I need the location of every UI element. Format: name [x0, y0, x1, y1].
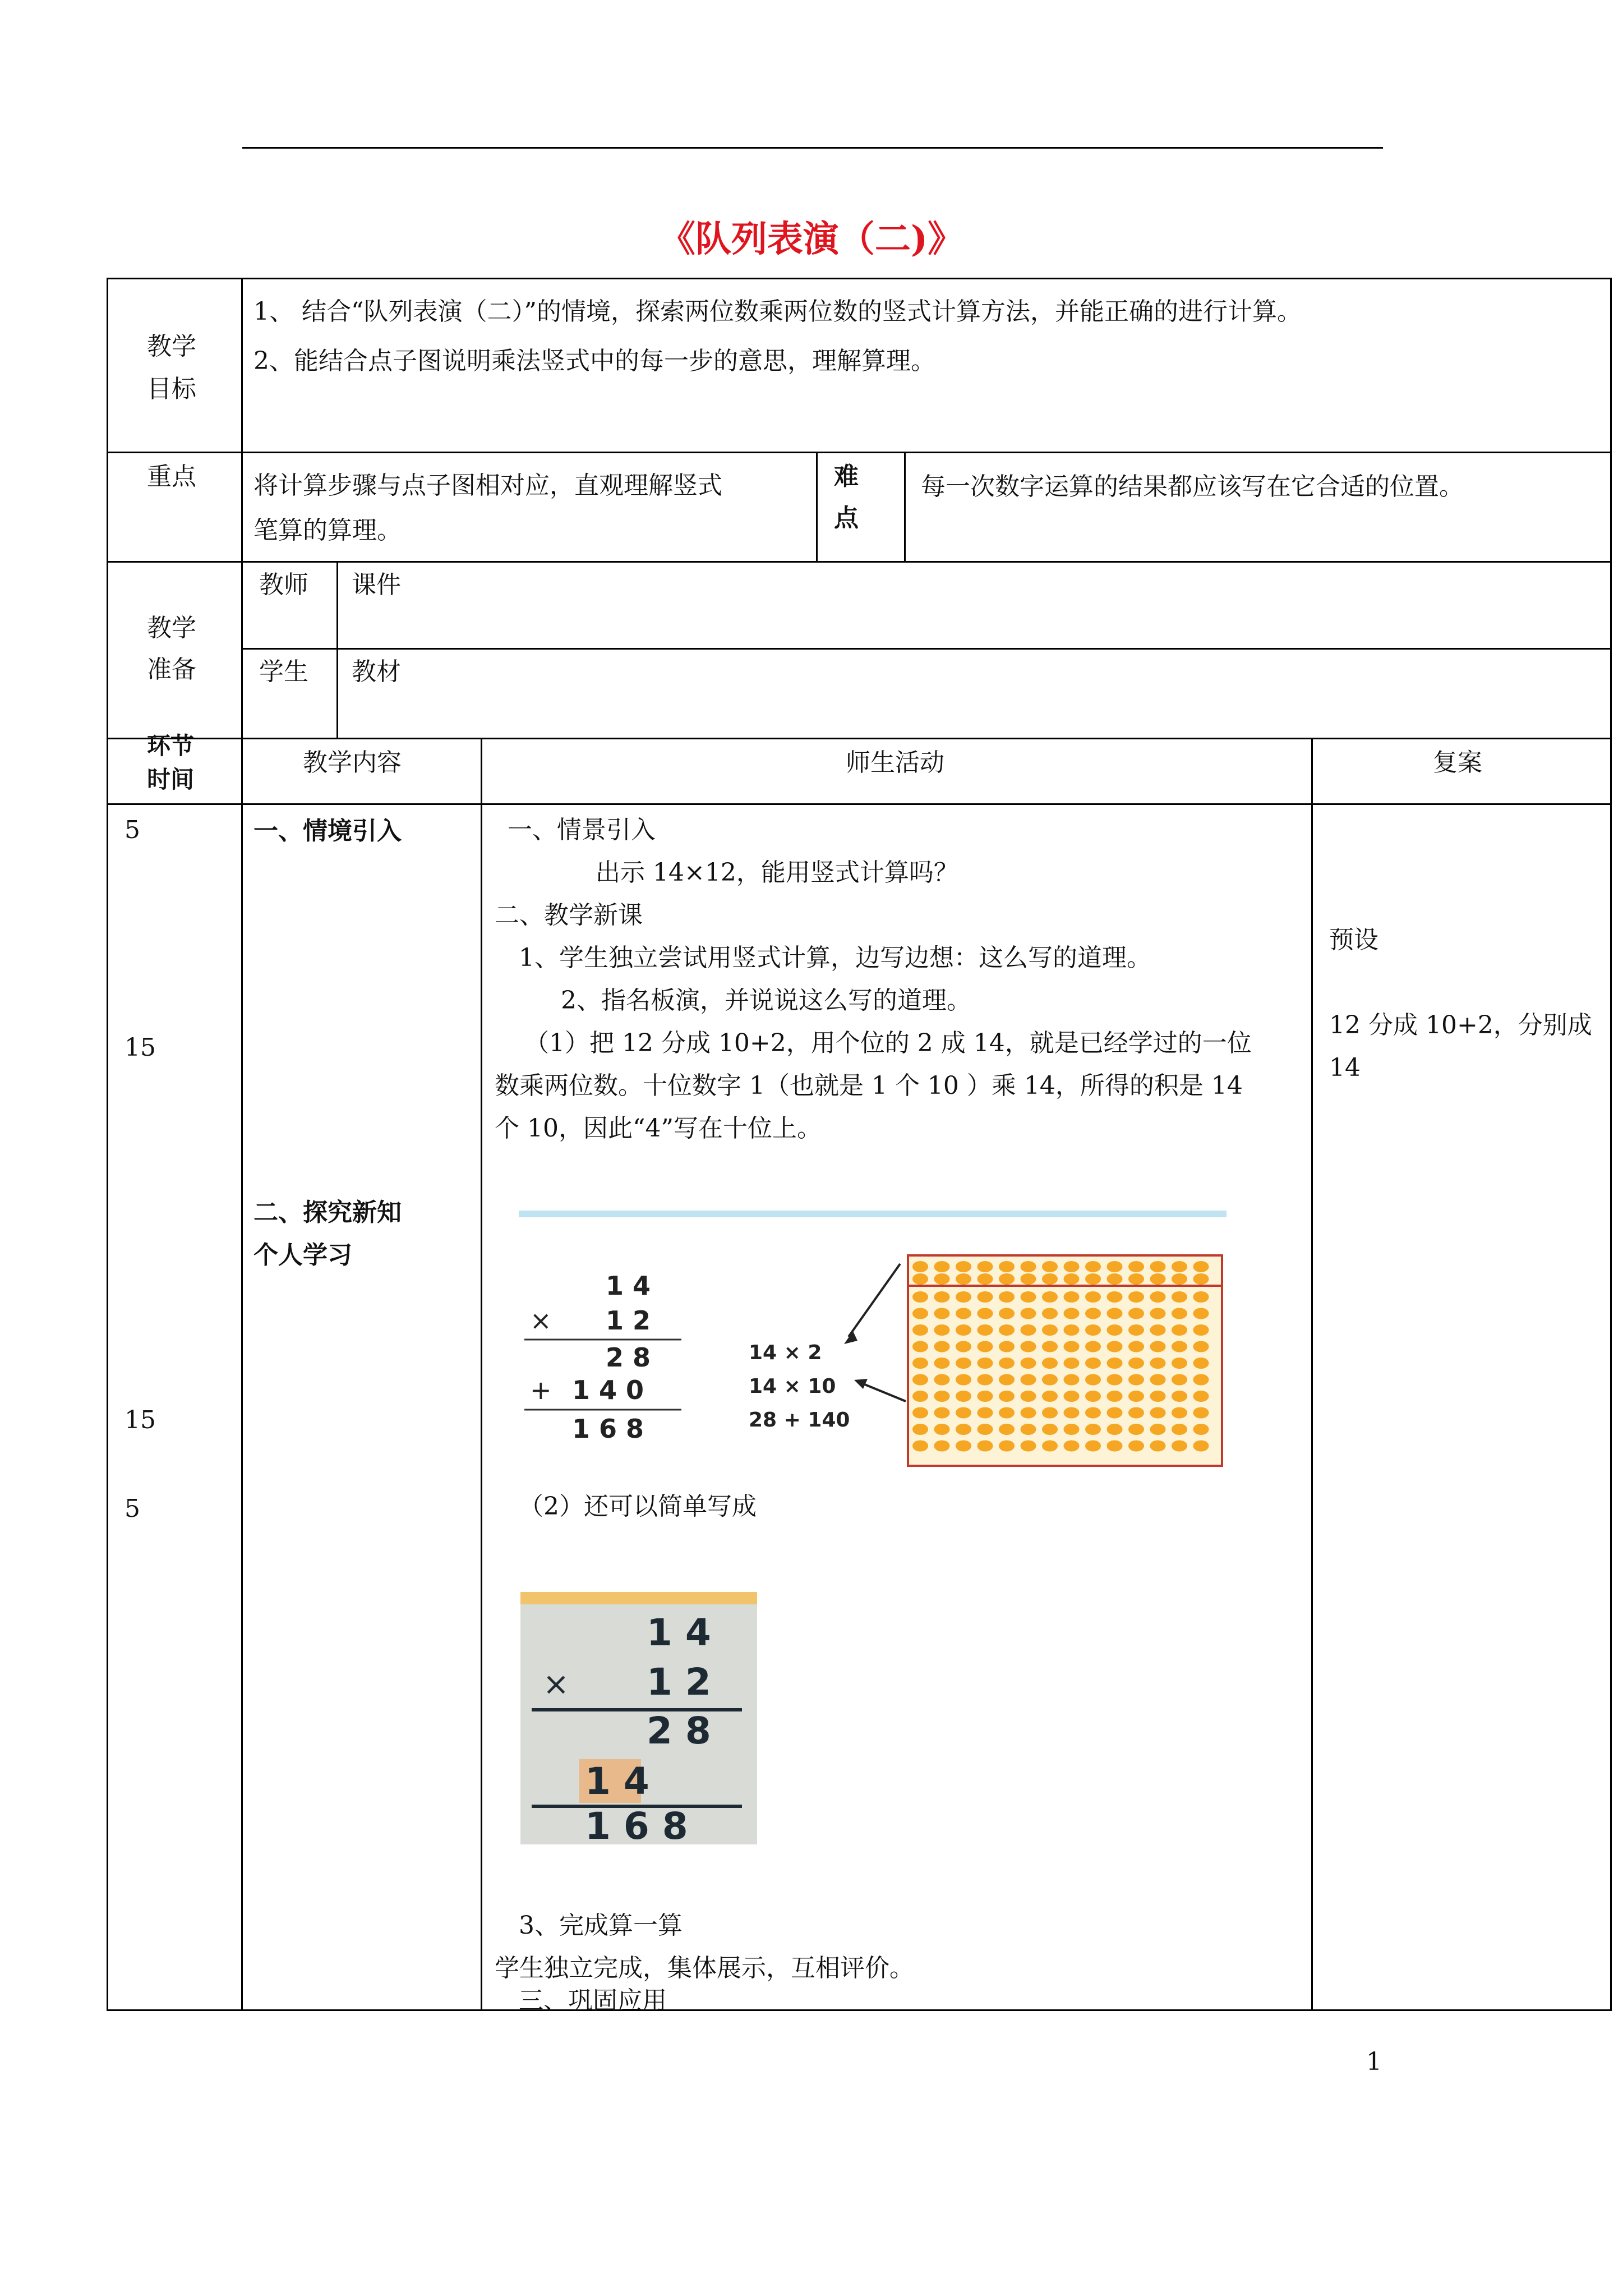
dot: [1042, 1324, 1058, 1336]
dot: [999, 1424, 1015, 1435]
dot: [1193, 1424, 1209, 1435]
dot: [1128, 1424, 1144, 1435]
dot: [978, 1308, 993, 1319]
dot: [1107, 1424, 1123, 1435]
row-sep-prep-mid: [241, 648, 1612, 650]
dot: [1172, 1261, 1187, 1272]
dot: [1085, 1407, 1101, 1419]
dot: [1042, 1273, 1058, 1285]
dot: [1042, 1441, 1058, 1452]
time-2: 15: [125, 1033, 156, 1062]
fig2-top-strip: [520, 1592, 757, 1604]
dot: [1107, 1341, 1123, 1352]
dot: [934, 1308, 950, 1319]
content-section-2-line1: 二、探究新知: [253, 1198, 402, 1227]
dot: [978, 1324, 993, 1336]
dot: [1021, 1341, 1036, 1352]
dot: [1021, 1441, 1036, 1452]
goals-label-2: 目标: [147, 375, 196, 403]
dot: [1172, 1391, 1187, 1402]
dot: [1128, 1341, 1144, 1352]
dot: [956, 1273, 971, 1285]
dot: [912, 1374, 928, 1386]
calc-op-plus: +: [530, 1375, 552, 1405]
figure-short-form-svg: [520, 1592, 757, 1844]
dot: [956, 1341, 971, 1352]
page-number: 1: [1366, 2047, 1382, 2076]
dot: [1021, 1424, 1036, 1435]
dot: [956, 1391, 971, 1402]
dot: [999, 1441, 1015, 1452]
dot: [1021, 1374, 1036, 1386]
dot: [1064, 1324, 1080, 1336]
dot: [1085, 1308, 1101, 1319]
table-border-right: [1610, 278, 1612, 2011]
dot: [912, 1391, 928, 1402]
dot: [1085, 1424, 1101, 1435]
dot: [1172, 1441, 1187, 1452]
content-section-1: 一、情境引入: [253, 817, 402, 845]
prep-student-label: 学生: [259, 657, 308, 686]
dot: [1085, 1273, 1101, 1285]
page-title: 《队列表演（二)》: [659, 218, 964, 260]
label-14x2: 14 × 2: [749, 1341, 822, 1364]
dot: [1107, 1324, 1123, 1336]
dot: [1107, 1358, 1123, 1369]
dot: [934, 1391, 950, 1402]
time-3: 15: [125, 1406, 156, 1434]
dot: [934, 1291, 950, 1303]
dot: [1128, 1441, 1144, 1452]
calc-row-1: 1 4: [606, 1271, 651, 1301]
prep-teacher-value: 课件: [352, 570, 401, 599]
dot: [1064, 1308, 1080, 1319]
dot: [1064, 1407, 1080, 1419]
dot: [1107, 1273, 1123, 1285]
dot: [934, 1374, 950, 1386]
dot: [978, 1424, 993, 1435]
dot: [1042, 1308, 1058, 1319]
focus-text-1: 将计算步骤与点子图相对应，直观理解竖式: [253, 471, 722, 500]
fig2-row-4: 1 4: [585, 1760, 649, 1803]
notes-line-3: 14: [1329, 1053, 1361, 1082]
goals-label-1: 教学: [147, 332, 196, 361]
arrow-2-line: [862, 1383, 906, 1401]
goals-item-1: 1、 结合“队列表演（二）”的情境，探索两位数乘两位数的竖式计算方法，并能正确的进行计算。: [253, 297, 1302, 326]
figure-dot-array-svg: [519, 1211, 1227, 1469]
dot: [1064, 1391, 1080, 1402]
dot: [1150, 1407, 1166, 1419]
activity-line-2: 出示 14×12，能用竖式计算吗？: [596, 858, 958, 887]
calc-row-3: 2 8: [606, 1342, 651, 1373]
dot: [999, 1407, 1015, 1419]
dot: [956, 1374, 971, 1386]
dot: [1128, 1273, 1144, 1285]
dot: [1107, 1261, 1123, 1272]
dot: [912, 1341, 928, 1352]
goals-item-2: 2、能结合点子图说明乘法竖式中的每一步的意思，理解算理。: [253, 347, 935, 375]
col-sep-focus-right: [904, 452, 906, 561]
dot: [934, 1324, 950, 1336]
dot: [1128, 1407, 1144, 1419]
dot: [956, 1407, 971, 1419]
row-sep-4: [107, 803, 1612, 805]
dot: [1064, 1291, 1080, 1303]
dot: [956, 1261, 971, 1272]
prep-student-value: 教材: [352, 657, 401, 686]
dot: [1021, 1261, 1036, 1272]
dot: [999, 1273, 1015, 1285]
dot: [956, 1291, 971, 1303]
dot: [978, 1358, 993, 1369]
dot: [978, 1391, 993, 1402]
dot: [1042, 1358, 1058, 1369]
dot: [912, 1308, 928, 1319]
dot: [1085, 1324, 1101, 1336]
dot: [1107, 1391, 1123, 1402]
dot: [1150, 1291, 1166, 1303]
dot: [1150, 1374, 1166, 1386]
table-border-top: [107, 278, 1612, 279]
dot: [999, 1391, 1015, 1402]
activity-line-8: 个 10，因此“4”写在十位上。: [495, 1114, 822, 1143]
dot: [1193, 1407, 1209, 1419]
dot: [934, 1407, 950, 1419]
dot: [934, 1424, 950, 1435]
dot: [1107, 1291, 1123, 1303]
dot: [1085, 1391, 1101, 1402]
activity-line-5: 2、指名板演，并说说这么写的道理。: [561, 986, 971, 1015]
header-col1-line1: 环节: [147, 732, 195, 760]
dot: [1172, 1358, 1187, 1369]
fig2-op-times: ×: [543, 1666, 569, 1703]
dot: [999, 1341, 1015, 1352]
focus-text-2: 笔算的算理。: [253, 516, 402, 545]
calc-row-4: 1 4 0: [572, 1375, 644, 1405]
dot: [1064, 1341, 1080, 1352]
dot: [999, 1374, 1015, 1386]
difficulty-label-2: 点: [834, 504, 859, 532]
dot: [1085, 1441, 1101, 1452]
dot: [912, 1324, 928, 1336]
activity-line-4: 1、学生独立尝试用竖式计算，边写边想：这么写的道理。: [519, 944, 1151, 972]
dot: [912, 1407, 928, 1419]
dot: [1042, 1291, 1058, 1303]
dot: [934, 1261, 950, 1272]
dot: [1193, 1324, 1209, 1336]
calc-row-2: 1 2: [606, 1305, 651, 1336]
dot: [1150, 1324, 1166, 1336]
dot: [1107, 1407, 1123, 1419]
activity-line-11: 学生独立完成，集体展示，互相评价。: [495, 1954, 914, 1982]
dot: [1107, 1308, 1123, 1319]
dot: [1172, 1324, 1187, 1336]
dot: [1150, 1308, 1166, 1319]
dot: [1172, 1308, 1187, 1319]
prep-teacher-label: 教师: [259, 570, 308, 599]
dot: [1150, 1273, 1166, 1285]
dot: [1172, 1273, 1187, 1285]
dot: [1064, 1374, 1080, 1386]
dot: [1085, 1374, 1101, 1386]
activity-line-3: 二、教学新课: [495, 901, 643, 930]
header-col2: 教学内容: [303, 748, 402, 777]
dot: [912, 1424, 928, 1435]
dot: [1021, 1308, 1036, 1319]
dot: [912, 1358, 928, 1369]
fig2-row-1: 1 4: [647, 1611, 711, 1654]
col-sep-content: [481, 738, 482, 2011]
dot: [978, 1407, 993, 1419]
dot: [956, 1424, 971, 1435]
activity-line-12: 三、巩固应用: [519, 1986, 667, 2015]
dot: [1128, 1324, 1144, 1336]
dot: [978, 1441, 993, 1452]
dot: [912, 1441, 928, 1452]
dot: [1085, 1358, 1101, 1369]
dot: [1172, 1291, 1187, 1303]
dot: [978, 1273, 993, 1285]
dot: [1128, 1391, 1144, 1402]
dot: [978, 1291, 993, 1303]
dot: [1172, 1424, 1187, 1435]
dot: [999, 1324, 1015, 1336]
arrow-1-line: [849, 1264, 900, 1337]
dot: [912, 1261, 928, 1272]
dot: [934, 1358, 950, 1369]
dot: [1064, 1261, 1080, 1272]
activity-line-7: 数乘两位数。十位数字 1（也就是 1 个 10 ）乘 14，所得的积是 14: [495, 1071, 1243, 1100]
dot: [1193, 1358, 1209, 1369]
dot: [978, 1261, 993, 1272]
dot: [1021, 1291, 1036, 1303]
activity-line-10: 3、完成算一算: [519, 1911, 683, 1940]
dot: [1064, 1424, 1080, 1435]
col-sep-focus-mid: [816, 452, 818, 561]
dot: [1193, 1341, 1209, 1352]
dot: [1085, 1291, 1101, 1303]
difficulty-label-1: 难: [834, 462, 859, 491]
dot: [1042, 1391, 1058, 1402]
dot: [1193, 1308, 1209, 1319]
dot: [1193, 1273, 1209, 1285]
label-28plus140: 28 + 140: [749, 1409, 850, 1432]
dot: [1021, 1324, 1036, 1336]
row-sep-2: [107, 561, 1612, 563]
dot: [1193, 1261, 1209, 1272]
dot: [1085, 1261, 1101, 1272]
dot: [1107, 1441, 1123, 1452]
time-1: 5: [125, 816, 140, 844]
dot: [1128, 1291, 1144, 1303]
fig2-row-3: 2 8: [647, 1709, 711, 1752]
activity-line-9: （2）还可以简单写成: [519, 1492, 757, 1521]
dot: [1128, 1358, 1144, 1369]
fig2-row-5: 1 6 8: [585, 1805, 688, 1844]
dot: [1042, 1424, 1058, 1435]
focus-label: 重点: [147, 462, 196, 491]
dot: [978, 1341, 993, 1352]
dot: [1172, 1374, 1187, 1386]
dot: [912, 1273, 928, 1285]
notes-line-2: 12 分成 10+2，分别成: [1329, 1011, 1592, 1039]
row-sep-3: [107, 738, 1612, 739]
dot: [934, 1273, 950, 1285]
dot: [1042, 1341, 1058, 1352]
dot: [1150, 1341, 1166, 1352]
dot: [1193, 1391, 1209, 1402]
dot: [1064, 1441, 1080, 1452]
dot: [1150, 1424, 1166, 1435]
prep-label-2: 准备: [147, 655, 196, 684]
table-border-left: [107, 278, 108, 2011]
dot: [1021, 1407, 1036, 1419]
dot: [1150, 1441, 1166, 1452]
dot: [1042, 1261, 1058, 1272]
dot: [912, 1291, 928, 1303]
activity-line-6: （1）把 12 分成 10+2，用个位的 2 成 14，就是已经学过的一位: [524, 1029, 1252, 1057]
figure-short-form: [520, 1592, 757, 1844]
dot: [999, 1308, 1015, 1319]
dot: [1107, 1374, 1123, 1386]
dot: [956, 1324, 971, 1336]
dot: [956, 1441, 971, 1452]
header-col1-line2: 时间: [147, 766, 195, 793]
figure-dot-array: [519, 1211, 1227, 1469]
dot: [999, 1358, 1015, 1369]
header-col3: 师生活动: [846, 748, 944, 777]
fig2-row-2: 1 2: [647, 1660, 711, 1704]
figure-top-band: [519, 1211, 1227, 1217]
dot: [1128, 1374, 1144, 1386]
dot: [978, 1374, 993, 1386]
dot: [1085, 1341, 1101, 1352]
col-sep-prep: [336, 561, 338, 738]
notes-line-1: 预设: [1329, 926, 1378, 954]
dot: [1172, 1407, 1187, 1419]
dot: [1193, 1291, 1209, 1303]
dot: [956, 1308, 971, 1319]
col-sep-notes: [1311, 738, 1313, 2011]
time-4: 5: [125, 1494, 140, 1523]
row-sep-1: [107, 452, 1612, 453]
dot: [1193, 1374, 1209, 1386]
calc-op-times: ×: [530, 1305, 552, 1336]
dot: [1193, 1441, 1209, 1452]
prep-label-1: 教学: [147, 614, 196, 642]
dot: [956, 1358, 971, 1369]
table-border-bottom: [107, 2009, 1612, 2011]
dot: [999, 1261, 1015, 1272]
dot: [934, 1341, 950, 1352]
dot: [1150, 1261, 1166, 1272]
dot: [999, 1291, 1015, 1303]
dot: [1128, 1261, 1144, 1272]
dot: [1150, 1358, 1166, 1369]
difficulty-text: 每一次数字运算的结果都应该写在它合适的位置。: [921, 472, 1464, 501]
dot: [1042, 1407, 1058, 1419]
activity-line-1: 一、情景引入: [508, 816, 656, 844]
dot: [934, 1441, 950, 1452]
dot: [1021, 1358, 1036, 1369]
dot: [1172, 1341, 1187, 1352]
header-rule: [242, 147, 1383, 149]
dot: [1021, 1391, 1036, 1402]
content-section-2-line2: 个人学习: [253, 1241, 352, 1269]
dot: [1128, 1308, 1144, 1319]
col-sep-label: [241, 278, 243, 2011]
dot: [1021, 1273, 1036, 1285]
dot: [1150, 1391, 1166, 1402]
header-col4: 复案: [1433, 748, 1482, 777]
label-14x10: 14 × 10: [749, 1375, 836, 1398]
dot: [1042, 1374, 1058, 1386]
dot: [1064, 1358, 1080, 1369]
calc-row-5: 1 6 8: [572, 1414, 644, 1444]
dot: [1064, 1273, 1080, 1285]
